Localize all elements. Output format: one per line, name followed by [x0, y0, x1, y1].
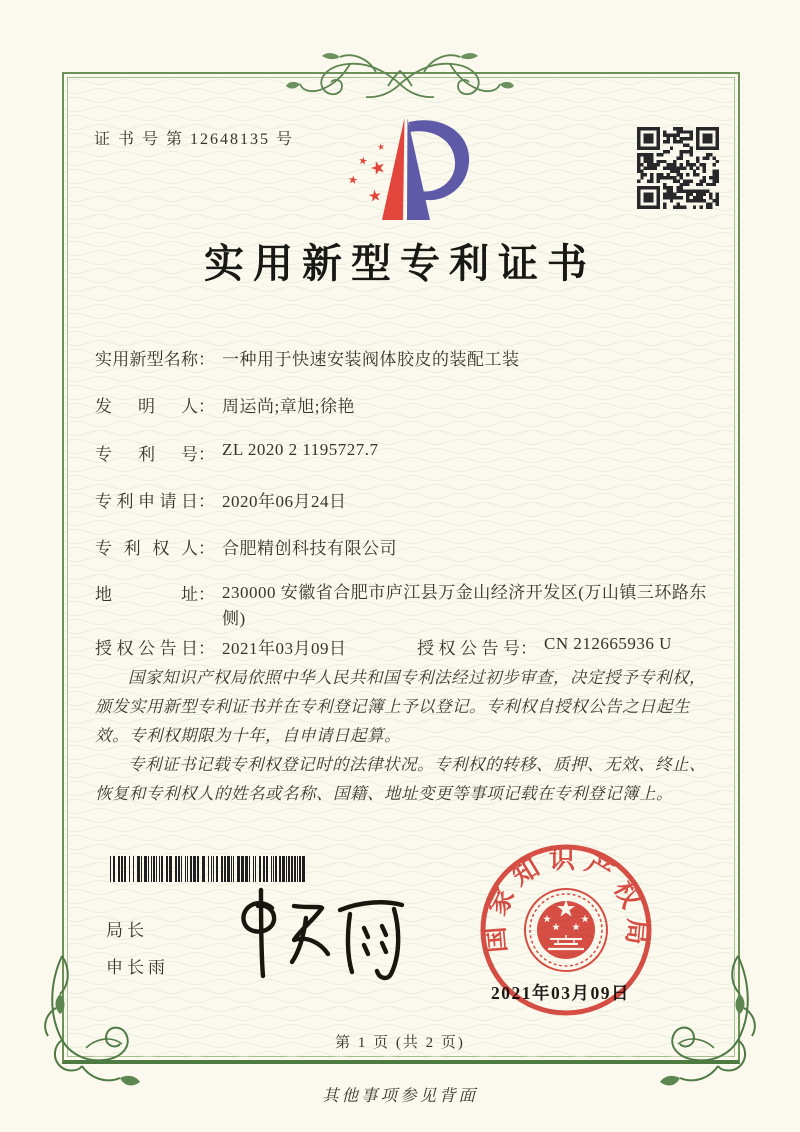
top-flourish-icon — [280, 40, 520, 102]
official-seal-icon — [478, 842, 654, 1018]
page-indicator: 第 1 页 (共 2 页) — [335, 1035, 465, 1051]
field-row-filing-date — [95, 487, 735, 512]
bottom-right-flourish-icon — [644, 948, 774, 1098]
certificate-number: 证 书 号 第 12648135 号 — [94, 131, 295, 148]
legal-paragraph-2: 专利证书记载专利权登记时的法律状况。专利权的转移、质押、无效、终止、恢复和专利权人的姓名或名称、国籍、地址变更等事项记载在专利登记簿上。 — [95, 755, 706, 803]
field-row-address — [95, 580, 735, 632]
back-note: 其他事项参见背面 — [322, 1086, 478, 1105]
field-value: 合肥精创科技有限公司 — [222, 539, 397, 558]
field-label: 专利权人 — [95, 539, 198, 558]
field-row-utility-model-name — [95, 345, 735, 370]
field-label: 授权公告号 — [417, 639, 520, 658]
field-row-patentee — [95, 534, 735, 559]
field-value: ZL 2020 2 1195727.7 — [222, 440, 379, 459]
signer-title-label: 局长 — [106, 921, 148, 940]
seal-date: 2021年03月09日 — [491, 983, 630, 1003]
legal-text — [95, 663, 709, 808]
field-label: 专利号 — [95, 445, 198, 464]
field-label: 地址 — [95, 585, 198, 604]
signature-icon — [228, 878, 423, 988]
field-value: 一种用于快速安装阀体胶皮的装配工装 — [222, 350, 520, 369]
field-value: 2020年06月24日 — [222, 492, 347, 511]
field-row-inventors — [95, 392, 735, 417]
certificate-title: 实用新型专利证书 — [204, 241, 596, 286]
field-colon: ： — [198, 492, 215, 511]
field-colon: ： — [198, 539, 215, 558]
field-value: 230000 安徽省合肥市庐江县万金山经济开发区(万山镇三环路东侧) — [222, 583, 707, 628]
field-label: 发明人 — [95, 397, 198, 416]
field-label: 授权公告日 — [95, 639, 198, 658]
field-grant-number — [417, 634, 672, 659]
field-colon: ： — [198, 397, 215, 416]
signer-block — [106, 916, 169, 990]
seal-circular-text: 国家知识产权局 — [479, 844, 653, 954]
cnipa-logo-icon — [337, 112, 477, 226]
field-colon: ： — [198, 585, 215, 604]
field-colon: ： — [198, 445, 215, 464]
field-colon: ： — [198, 639, 215, 658]
field-colon: ： — [520, 639, 537, 658]
legal-paragraph-1: 国家知识产权局依照中华人民共和国专利法经过初步审查，决定授予专利权，颁发实用新型专利证书并在专利登记簿上予以登记。专利权自授权公告之日起生效。专利权期限为十年，自申请日起算。 — [95, 668, 706, 745]
qr-code-icon — [637, 127, 719, 209]
field-row-patent-number — [95, 440, 735, 465]
field-colon: ： — [198, 350, 215, 369]
signer-name-label: 申长雨 — [106, 958, 169, 977]
field-value: 周运尚;章旭;徐艳 — [222, 397, 355, 416]
field-value: CN 212665936 U — [544, 634, 672, 653]
field-label: 专利申请日 — [95, 492, 198, 511]
field-value: 2021年03月09日 — [222, 639, 347, 658]
field-label: 实用新型名称 — [95, 350, 198, 369]
field-row-grant — [95, 634, 735, 659]
